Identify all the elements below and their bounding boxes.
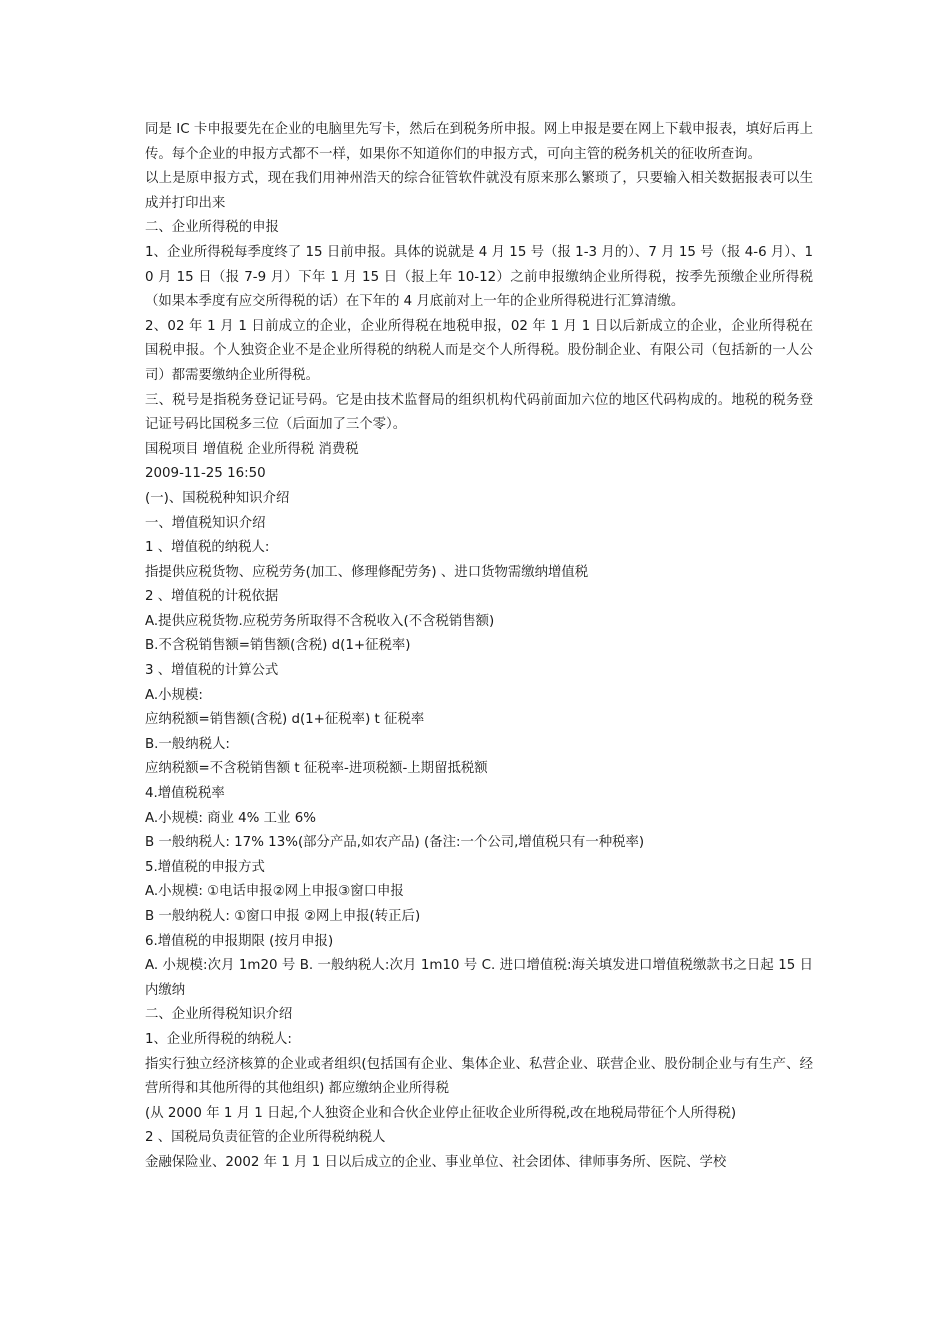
- timestamp: 2009-11-25 16:50: [145, 466, 266, 482]
- paragraph-vat-rate-small: A.小规模: 商业 4% 工业 6%: [145, 810, 316, 826]
- paragraph-general-taxpayer: B.一般纳税人:: [145, 736, 230, 752]
- paragraph-vat-taxpayer: 指提供应税货物、应税劳务(加工、修理修配劳务) 、进口货物需缴纳增值税: [145, 564, 589, 580]
- paragraph-small-scale-formula: 应纳税额=销售额(含税) d(1+征税率) t 征税率: [145, 712, 425, 728]
- heading-vat-basis: 2 、增值税的计税依据: [145, 589, 279, 605]
- paragraph-quarterly-filing: 1、企业所得税每季度终了 15 日前申报。具体的说就是 4 月 15 号（报 1-3 月的）、7 月 15 号（报 4-6 月）、10 月 15 日（报 7-9 月）下年 1 月 15 日（报上年 10-12）之前申报缴纳企业所得税，按季先预缴企业所得税（如果本季度有应交所得税的话）在下年的 4 月底前对上一年的企业所得税进行汇算清缴。: [145, 244, 813, 310]
- heading-vat-formula: 3 、增值税的计算公式: [145, 663, 279, 679]
- heading-cit-intro: 二、企业所得税知识介绍: [145, 1007, 293, 1023]
- heading-vat-taxpayer: 1 、增值税的纳税人:: [145, 540, 270, 556]
- document-body: [145, 118, 813, 1176]
- paragraph-vat-basis-a: A.提供应税货物.应税劳务所取得不含税收入(不含税销售额): [145, 613, 495, 629]
- paragraph-national-tax-items: 国税项目 增值税 企业所得税 消费税: [145, 441, 359, 457]
- paragraph-cit-note-2000: (从 2000 年 1 月 1 日起,个人独资企业和合伙企业停止征收企业所得税,改在地税局带征个人所得税): [145, 1105, 737, 1121]
- paragraph-filing-method-small: A.小规模: ①电话申报②网上申报③窗口申报: [145, 884, 404, 900]
- paragraph-general-formula: 应纳税额=不含税销售额 t 征税率-进项税额-上期留抵税额: [145, 761, 488, 777]
- heading-corporate-income-tax-filing: 二、企业所得税的申报: [145, 220, 279, 236]
- heading-cit-taxpayer: 1、企业所得税的纳税人:: [145, 1031, 292, 1047]
- heading-national-tax-intro: (一)、国税税种知识介绍: [145, 490, 290, 506]
- paragraph-vat-rate-general: B 一般纳税人: 17% 13%(部分产品,如农产品) (备注:一个公司,增值税只有一种税率): [145, 835, 645, 851]
- paragraph-cit-taxpayer: 指实行独立经济核算的企业或者组织(包括国有企业、集体企业、私营企业、联营企业、股份制企业与有生产、经营所得和其他所得的其他组织) 都应缴纳企业所得税: [145, 1056, 813, 1097]
- paragraph-software-note: 以上是原申报方式，现在我们用神州浩天的综合征管软件就没有原来那么繁琐了，只要输入相关数据报表可以生成并打印出来: [145, 171, 813, 211]
- heading-vat-rate: 4.增值税税率: [145, 786, 225, 802]
- paragraph-small-scale: A.小规模:: [145, 687, 203, 703]
- heading-vat-filing-method: 5.增值税的申报方式: [145, 859, 265, 875]
- heading-vat-intro: 一、增值税知识介绍: [145, 515, 266, 531]
- paragraph-tax-number: 三、税号是指税务登记证号码。它是由技术监督局的组织机构代码前面加六位的地区代码构成的。地税的税务登记证号码比国税多三位（后面加了三个零）。: [145, 392, 813, 433]
- paragraph-filing-jurisdiction: 2、02 年 1 月 1 日前成立的企业，企业所得税在地税申报，02 年 1 月 1 日以后新成立的企业，企业所得税在国税申报。个人独资企业不是企业所得税的纳税人而是交个人所得税。股份制企业、有限公司（包括新的一人公司）都需要缴纳企业所得税。: [145, 318, 813, 383]
- paragraph-filing-method-general: B 一般纳税人: ①窗口申报 ②网上申报(转正后): [145, 909, 421, 924]
- heading-vat-filing-deadline: 6.增值税的申报期限 (按月申报): [145, 933, 334, 949]
- paragraph-filing-deadline: A. 小规模:次月 1m20 号 B. 一般纳税人:次月 1m10 号 C. 进口增值税:海关填发进口增值税缴款书之日起 15 日内缴纳: [145, 958, 813, 998]
- paragraph-ic-card-filing: 同是 IC 卡申报要先在企业的电脑里先写卡，然后在到税务所申报。网上申报是要在网上下载申报表，填好后再上传。每个企业的申报方式都不一样，如果你不知道你们的申报方式，可向主管的税务机关的征收所查询。: [145, 122, 813, 162]
- paragraph-vat-basis-b: B.不含税销售额=销售额(含税) d(1+征税率): [145, 638, 411, 654]
- paragraph-cit-national-bureau: 金融保险业、2002 年 1 月 1 日以后成立的企业、事业单位、社会团体、律师事务所、医院、学校: [145, 1154, 727, 1170]
- heading-cit-national-bureau: 2 、国税局负责征管的企业所得税纳税人: [145, 1130, 386, 1146]
